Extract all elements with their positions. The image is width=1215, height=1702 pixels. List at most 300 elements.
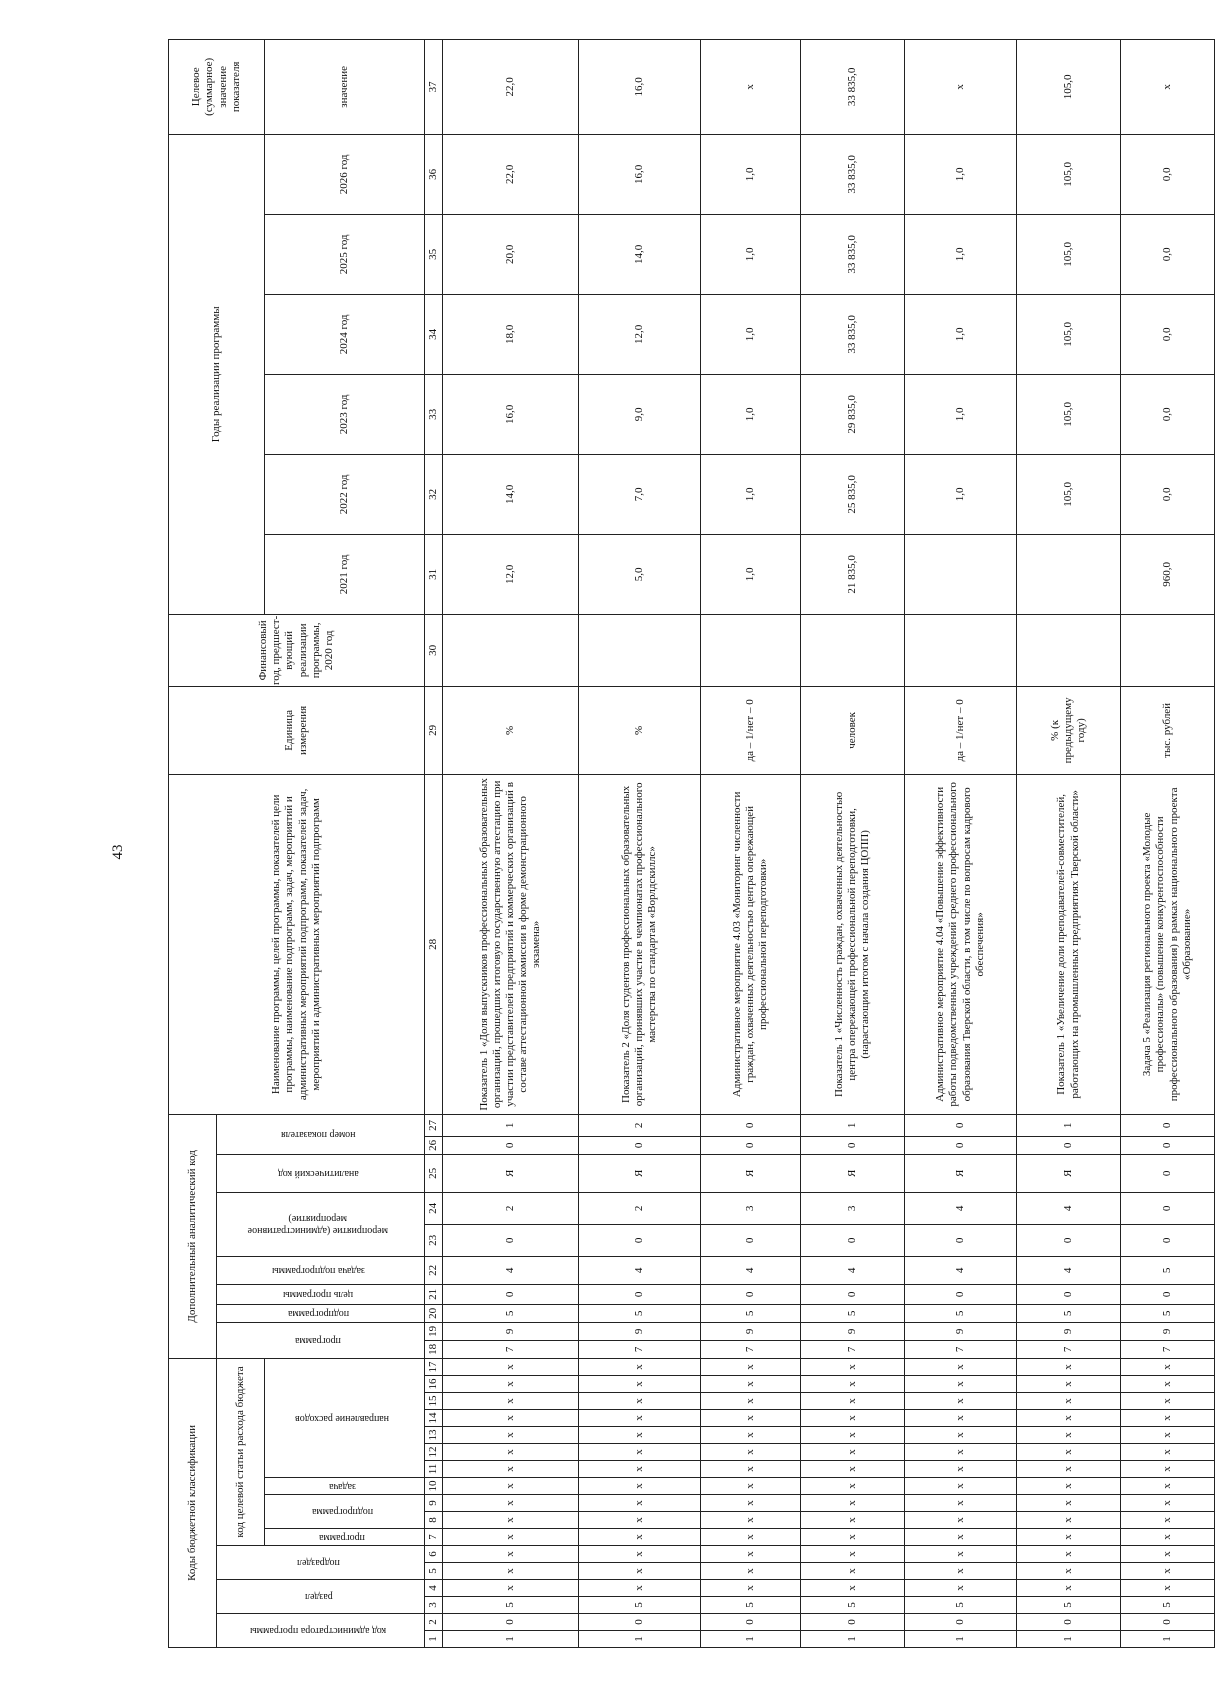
column-number-row (425, 39, 443, 1647)
year-value-cell: 105,0 (1017, 294, 1121, 374)
column-number: 18 (425, 1340, 443, 1358)
code-cell: 0 (1121, 1114, 1215, 1136)
code-cell: x (443, 1410, 579, 1427)
column-number: 19 (425, 1322, 443, 1340)
dop-program-goal-header: цель программы (217, 1284, 425, 1304)
column-number: 22 (425, 1256, 443, 1284)
table-row (801, 39, 905, 1647)
year-value-cell: 1,0 (905, 454, 1017, 534)
code-cell: Я (443, 1154, 579, 1192)
code-cell: 0 (1017, 1284, 1121, 1304)
code-cell: x (701, 1546, 801, 1563)
dop-subprogram-header: подпрограмма (217, 1304, 425, 1322)
code-cell: x (1017, 1393, 1121, 1410)
column-number: 16 (425, 1376, 443, 1393)
base-year-header: Финансовый год, предшест-вующий реализации программы, 2020 год (169, 614, 425, 686)
code-cell: x (1121, 1478, 1215, 1495)
year-value-cell: 1,0 (905, 214, 1017, 294)
code-cell: 3 (701, 1192, 801, 1224)
code-cell: x (579, 1393, 701, 1410)
column-number: 37 (425, 39, 443, 134)
code-cell: x (1121, 1410, 1215, 1427)
indicator-name: Задача 5 «Реализация регионального проекта «Молодые профессионалы» (повышение конкурентоспособности профессионального образования) в рамках национального проекта «Образование» (1121, 774, 1215, 1114)
code-cell: 9 (1121, 1322, 1215, 1340)
code-cell: 1 (443, 1631, 579, 1648)
target-value-cell: x (905, 39, 1017, 134)
indicator-name: Административное мероприятие 4.04 «Повышение эффективности работы подведомственных учреждений среднего профессионального образования Тверской области, в том числе по вопросам кадрового обеспечения» (905, 774, 1017, 1114)
year-value-cell: 20,0 (443, 214, 579, 294)
program-code-header: программа (265, 1529, 425, 1546)
code-cell: 7 (1017, 1340, 1121, 1358)
year-value-cell: 1,0 (701, 294, 801, 374)
unit-cell: % (579, 686, 701, 774)
year-2022-header: 2022 год (265, 454, 425, 534)
dop-indicator-number-header: номер показателя (217, 1114, 425, 1154)
code-cell: x (1121, 1512, 1215, 1529)
code-cell: 0 (1121, 1154, 1215, 1192)
column-number: 9 (425, 1495, 443, 1512)
base-year-cell (701, 614, 801, 686)
direction-of-spending-header: направление расходов (265, 1358, 425, 1477)
year-value-cell: 9,0 (579, 374, 701, 454)
code-cell: x (1121, 1546, 1215, 1563)
code-cell: 5 (1121, 1304, 1215, 1322)
code-cell: x (1121, 1376, 1215, 1393)
program-indicators-table (168, 39, 1215, 1648)
year-value-cell: 0,0 (1121, 294, 1215, 374)
code-cell: 1 (443, 1114, 579, 1136)
code-cell: x (1017, 1376, 1121, 1393)
code-cell: 4 (1017, 1192, 1121, 1224)
code-cell: 2 (443, 1192, 579, 1224)
target-value-cell: 16,0 (579, 39, 701, 134)
code-cell: 0 (1017, 1224, 1121, 1256)
year-value-cell: 1,0 (905, 134, 1017, 214)
code-cell: x (1017, 1529, 1121, 1546)
code-cell: 0 (1121, 1136, 1215, 1154)
code-cell: 4 (1017, 1256, 1121, 1284)
table-row (1017, 39, 1121, 1647)
code-cell: 7 (1121, 1340, 1215, 1358)
code-cell: 0 (443, 1224, 579, 1256)
code-cell: x (905, 1512, 1017, 1529)
code-cell: 1 (1121, 1631, 1215, 1648)
code-cell: x (1017, 1546, 1121, 1563)
code-cell: 0 (905, 1284, 1017, 1304)
code-cell: x (579, 1376, 701, 1393)
column-number: 25 (425, 1154, 443, 1192)
code-cell: x (801, 1393, 905, 1410)
code-cell: 0 (1121, 1192, 1215, 1224)
year-value-cell: 33 835,0 (801, 134, 905, 214)
column-number: 27 (425, 1114, 443, 1136)
unit-header: Единица измерения (169, 686, 425, 774)
unit-cell: человек (801, 686, 905, 774)
code-cell: x (905, 1461, 1017, 1478)
year-value-cell: 16,0 (579, 134, 701, 214)
code-cell: x (579, 1546, 701, 1563)
code-cell: x (1121, 1580, 1215, 1597)
code-cell: 9 (579, 1322, 701, 1340)
code-cell: x (1017, 1495, 1121, 1512)
code-cell: x (1121, 1461, 1215, 1478)
code-cell: x (701, 1427, 801, 1444)
column-number: 34 (425, 294, 443, 374)
code-cell: 0 (443, 1284, 579, 1304)
dop-subprogram-task-header: задача подпрограммы (217, 1256, 425, 1284)
code-cell: x (801, 1580, 905, 1597)
base-year-cell (801, 614, 905, 686)
code-cell: 0 (801, 1136, 905, 1154)
year-2021-header: 2021 год (265, 534, 425, 614)
code-cell: x (905, 1427, 1017, 1444)
code-cell: 7 (443, 1340, 579, 1358)
code-cell: Я (801, 1154, 905, 1192)
code-cell: x (1121, 1529, 1215, 1546)
code-cell: 5 (905, 1304, 1017, 1322)
code-cell: x (1121, 1393, 1215, 1410)
code-cell: 5 (905, 1597, 1017, 1614)
year-value-cell: 1,0 (701, 454, 801, 534)
code-cell: x (905, 1546, 1017, 1563)
year-value-cell: 18,0 (443, 294, 579, 374)
base-year-cell (1121, 614, 1215, 686)
code-cell: x (701, 1529, 801, 1546)
column-number: 20 (425, 1304, 443, 1322)
year-value-cell: 0,0 (1121, 454, 1215, 534)
code-cell: 2 (579, 1192, 701, 1224)
column-number: 10 (425, 1478, 443, 1495)
years-block-header: Годы реализации программы (169, 134, 265, 614)
column-number: 30 (425, 614, 443, 686)
year-2025-header: 2025 год (265, 214, 425, 294)
code-cell: 1 (1017, 1114, 1121, 1136)
table-row (579, 39, 701, 1647)
code-cell: x (801, 1444, 905, 1461)
code-cell: x (579, 1444, 701, 1461)
indicator-name: Показатель 1 «Доля выпускников профессиональных образовательных организаций, прошедших итоговую государственную аттестацию при участии представителей предприятий и коммерческих организаций в составе аттестационной комиссии в форме демонстрационного экзамена» (443, 774, 579, 1114)
code-cell: x (579, 1580, 701, 1597)
column-number: 28 (425, 774, 443, 1114)
code-cell: x (443, 1512, 579, 1529)
code-cell: 0 (1121, 1614, 1215, 1631)
code-cell: x (579, 1358, 701, 1375)
code-cell: 5 (701, 1597, 801, 1614)
code-cell: 0 (701, 1224, 801, 1256)
year-value-cell: 0,0 (1121, 134, 1215, 214)
target-value-cell: x (701, 39, 801, 134)
code-cell: x (905, 1410, 1017, 1427)
column-number: 26 (425, 1136, 443, 1154)
code-cell: x (579, 1495, 701, 1512)
year-value-cell: 12,0 (443, 534, 579, 614)
code-cell: 9 (905, 1322, 1017, 1340)
year-value-cell: 14,0 (443, 454, 579, 534)
table-row (701, 39, 801, 1647)
code-cell: 9 (701, 1322, 801, 1340)
column-number: 31 (425, 534, 443, 614)
column-number: 15 (425, 1393, 443, 1410)
code-cell: x (701, 1410, 801, 1427)
code-cell: 0 (701, 1136, 801, 1154)
year-value-cell: 25 835,0 (801, 454, 905, 534)
code-cell: 0 (579, 1136, 701, 1154)
code-cell: 0 (579, 1284, 701, 1304)
target-value-cell: x (1121, 39, 1215, 134)
code-cell: 9 (443, 1322, 579, 1340)
code-cell: 5 (1121, 1597, 1215, 1614)
admin-code-header: код администратора программы (217, 1614, 425, 1648)
code-cell: x (701, 1580, 801, 1597)
year-value-cell: 16,0 (443, 374, 579, 454)
code-cell: x (701, 1444, 801, 1461)
year-value-cell: 1,0 (905, 294, 1017, 374)
code-cell: x (579, 1410, 701, 1427)
year-value-cell: 33 835,0 (801, 294, 905, 374)
code-cell: x (579, 1563, 701, 1580)
code-cell: 0 (443, 1136, 579, 1154)
code-cell: 5 (801, 1304, 905, 1322)
code-cell: x (905, 1529, 1017, 1546)
code-cell: x (701, 1512, 801, 1529)
code-cell: 2 (579, 1114, 701, 1136)
code-cell: x (701, 1376, 801, 1393)
year-value-cell: 1,0 (701, 374, 801, 454)
code-cell: x (701, 1495, 801, 1512)
year-value-cell: 0,0 (1121, 374, 1215, 454)
table-row (443, 39, 579, 1647)
year-value-cell: 33 835,0 (801, 214, 905, 294)
code-cell: Я (579, 1154, 701, 1192)
unit-cell: да – 1/нет – 0 (701, 686, 801, 774)
code-cell: 7 (801, 1340, 905, 1358)
indicator-name: Административное мероприятие 4.03 «Мониторинг численности граждан, охваченных деятельностью центра опережающей профессиональной переподготовки» (701, 774, 801, 1114)
code-cell: x (443, 1427, 579, 1444)
code-cell: 0 (701, 1614, 801, 1631)
code-cell: x (443, 1478, 579, 1495)
year-2024-header: 2024 год (265, 294, 425, 374)
code-cell: x (801, 1461, 905, 1478)
column-number: 24 (425, 1192, 443, 1224)
code-cell: x (701, 1563, 801, 1580)
year-value-cell: 105,0 (1017, 374, 1121, 454)
code-cell: 0 (1017, 1614, 1121, 1631)
code-cell: 4 (801, 1256, 905, 1284)
code-cell: x (1121, 1427, 1215, 1444)
code-cell: x (1017, 1563, 1121, 1580)
code-cell: x (801, 1358, 905, 1375)
year-value-cell: 1,0 (701, 134, 801, 214)
column-number: 7 (425, 1529, 443, 1546)
code-cell: Я (701, 1154, 801, 1192)
column-number: 36 (425, 134, 443, 214)
code-cell: x (579, 1529, 701, 1546)
code-cell: 5 (701, 1304, 801, 1322)
code-cell: 7 (701, 1340, 801, 1358)
code-cell: x (1017, 1580, 1121, 1597)
code-cell: x (801, 1529, 905, 1546)
indicator-name: Показатель 1 «Численность граждан, охваченных деятельностью центра опережающей профессиональной переподготовки, (нарастающим итогом с начала создания ЦОПП) (801, 774, 905, 1114)
year-value-cell (1017, 534, 1121, 614)
code-cell: 5 (1121, 1256, 1215, 1284)
code-cell: 9 (801, 1322, 905, 1340)
code-cell: x (801, 1376, 905, 1393)
code-cell: 1 (1017, 1631, 1121, 1648)
column-number: 23 (425, 1224, 443, 1256)
code-cell: 0 (1017, 1136, 1121, 1154)
code-cell: x (1017, 1461, 1121, 1478)
code-cell: x (905, 1444, 1017, 1461)
code-cell: x (579, 1512, 701, 1529)
target-header: Целевое (суммарное) значение показателя (169, 39, 265, 134)
column-number: 12 (425, 1444, 443, 1461)
code-cell: x (905, 1563, 1017, 1580)
code-cell: x (905, 1580, 1017, 1597)
subprogram-code-header: подпрограмма (265, 1495, 425, 1529)
unit-cell: % (к предыдущему году) (1017, 686, 1121, 774)
year-value-cell: 5,0 (579, 534, 701, 614)
code-cell: x (443, 1393, 579, 1410)
page-number: 43 (110, 844, 126, 860)
code-cell: x (801, 1563, 905, 1580)
year-value-cell: 21 835,0 (801, 534, 905, 614)
code-cell: 5 (1017, 1597, 1121, 1614)
base-year-cell (579, 614, 701, 686)
code-cell: 1 (801, 1631, 905, 1648)
year-2023-header: 2023 год (265, 374, 425, 454)
code-cell: x (1017, 1358, 1121, 1375)
code-cell: x (1017, 1427, 1121, 1444)
code-cell: 0 (801, 1224, 905, 1256)
code-cell: 5 (443, 1597, 579, 1614)
column-number: 32 (425, 454, 443, 534)
code-cell: x (443, 1580, 579, 1597)
column-number: 3 (425, 1597, 443, 1614)
code-cell: 4 (443, 1256, 579, 1284)
year-value-cell: 22,0 (443, 134, 579, 214)
code-cell: 7 (579, 1340, 701, 1358)
year-value-cell: 29 835,0 (801, 374, 905, 454)
year-value-cell: 1,0 (701, 214, 801, 294)
code-cell: x (801, 1478, 905, 1495)
budget-classification-header: Коды бюджетной классификации (169, 1358, 217, 1647)
code-cell: 5 (579, 1304, 701, 1322)
column-number: 17 (425, 1358, 443, 1375)
rotated-table-content (168, 48, 1193, 1648)
unit-cell: да – 1/нет – 0 (905, 686, 1017, 774)
code-cell: 3 (801, 1192, 905, 1224)
column-number: 6 (425, 1546, 443, 1563)
code-cell: x (801, 1512, 905, 1529)
code-cell: 0 (801, 1614, 905, 1631)
code-cell: x (579, 1461, 701, 1478)
year-value-cell: 0,0 (1121, 214, 1215, 294)
code-cell: x (443, 1358, 579, 1375)
year-value-cell: 1,0 (905, 374, 1017, 454)
column-number: 35 (425, 214, 443, 294)
indicator-name: Показатель 1 «Увеличение доли преподавателей-совместителей, работающих на промышленных предприятиях Тверской области» (1017, 774, 1121, 1114)
subsection-header: подраздел (217, 1546, 425, 1580)
code-cell: x (1017, 1410, 1121, 1427)
code-cell: x (701, 1461, 801, 1478)
year-2026-header: 2026 год (265, 134, 425, 214)
code-cell: x (1017, 1444, 1121, 1461)
year-value-cell: 105,0 (1017, 134, 1121, 214)
code-cell: x (1121, 1358, 1215, 1375)
code-cell: 0 (905, 1114, 1017, 1136)
year-value-cell: 105,0 (1017, 454, 1121, 534)
code-cell: 0 (1121, 1224, 1215, 1256)
code-cell: 1 (701, 1631, 801, 1648)
code-cell: 4 (701, 1256, 801, 1284)
column-number: 5 (425, 1563, 443, 1580)
code-cell: x (443, 1529, 579, 1546)
code-cell: x (443, 1495, 579, 1512)
year-value-cell: 12,0 (579, 294, 701, 374)
target-value-cell: 33 835,0 (801, 39, 905, 134)
dop-program-header: программа (217, 1322, 425, 1358)
value-header: значение (265, 39, 425, 134)
code-cell: x (801, 1427, 905, 1444)
code-cell: 0 (905, 1614, 1017, 1631)
table-row (1121, 39, 1215, 1647)
code-cell: x (905, 1495, 1017, 1512)
code-cell: x (443, 1444, 579, 1461)
unit-cell: тыс. рублей (1121, 686, 1215, 774)
code-cell: 0 (579, 1224, 701, 1256)
code-cell: 0 (905, 1136, 1017, 1154)
rotated-table-frame (168, 48, 1193, 1648)
code-cell: x (905, 1478, 1017, 1495)
code-cell: x (443, 1546, 579, 1563)
column-number: 21 (425, 1284, 443, 1304)
code-cell: 4 (579, 1256, 701, 1284)
year-value-cell: 105,0 (1017, 214, 1121, 294)
year-value-cell (905, 534, 1017, 614)
code-cell: x (701, 1478, 801, 1495)
code-cell: 0 (701, 1114, 801, 1136)
code-cell: x (905, 1358, 1017, 1375)
header-row-1 (169, 39, 217, 1647)
dop-event-header: мероприятие (административное мероприятие) (217, 1192, 425, 1256)
code-cell: x (1017, 1478, 1121, 1495)
code-cell: 1 (579, 1631, 701, 1648)
column-number: 29 (425, 686, 443, 774)
name-column-header: Наименование программы, целей программы, показателей цели программы, наименование подпрограмм, задач, мероприятий и административных мероприятий подпрограмм, показателей задач, мероприятий и административных мероприятий подпрограмм (169, 774, 425, 1114)
code-cell: x (905, 1376, 1017, 1393)
task-code-header: задача (265, 1478, 425, 1495)
column-number: 8 (425, 1512, 443, 1529)
column-number: 11 (425, 1461, 443, 1478)
target-value-cell: 105,0 (1017, 39, 1121, 134)
code-cell: 0 (801, 1284, 905, 1304)
column-number: 13 (425, 1427, 443, 1444)
column-number: 2 (425, 1614, 443, 1631)
additional-analytic-code-header: Дополнительный аналитический код (169, 1114, 217, 1358)
code-cell: x (1017, 1512, 1121, 1529)
code-cell: x (801, 1410, 905, 1427)
code-cell: x (905, 1393, 1017, 1410)
code-cell: 0 (579, 1614, 701, 1631)
code-cell: 7 (905, 1340, 1017, 1358)
code-cell: 0 (905, 1224, 1017, 1256)
year-value-cell: 960,0 (1121, 534, 1215, 614)
year-value-cell: 7,0 (579, 454, 701, 534)
column-number: 1 (425, 1631, 443, 1648)
column-number: 4 (425, 1580, 443, 1597)
code-cell: x (701, 1393, 801, 1410)
code-cell: 0 (701, 1284, 801, 1304)
